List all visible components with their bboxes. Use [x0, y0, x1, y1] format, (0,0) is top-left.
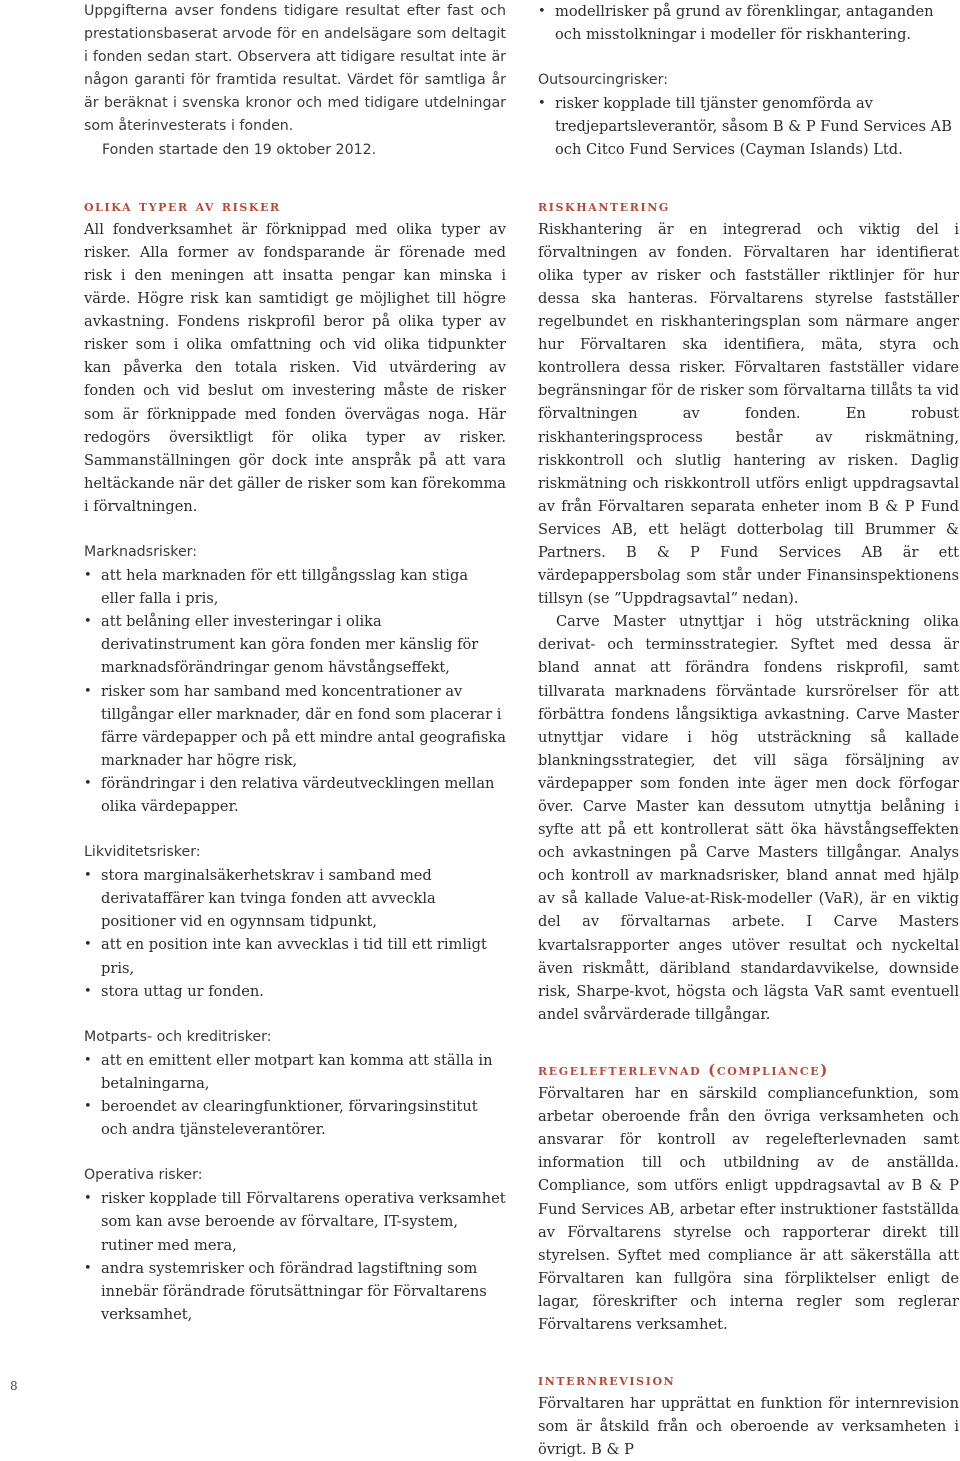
outsourcing-risk-label: Outsourcingrisker: — [538, 72, 669, 89]
operational-risk-list — [84, 1187, 506, 1326]
bullet-icon: • — [84, 1260, 92, 1276]
bullet-icon: • — [84, 568, 92, 584]
bullet-icon: • — [84, 937, 92, 953]
bullet-icon: • — [538, 4, 546, 19]
bullet-icon: • — [84, 868, 92, 884]
market-risk-label: Marknadsrisker: — [84, 543, 198, 560]
right-column — [538, 0, 959, 1461]
list-item: • att belåning eller investeringar i olika derivatinstrument kan göra fonden mer känslig för marknadsförändringar genom hävstångseffekt, — [84, 610, 506, 679]
bullet-icon: • — [84, 983, 92, 999]
bullet-icon: • — [84, 614, 92, 630]
left-column — [84, 0, 506, 1326]
fund-start-date: Fonden startade den 19 oktober 2012. — [102, 141, 377, 158]
list-item: • beroendet av clearingfunktioner, förvaringsinstitut och andra tjänsteleverantörer. — [84, 1095, 506, 1141]
list-item: • att en position inte kan avvecklas i tid till ett rimligt pris, — [84, 933, 506, 979]
market-risk-list — [84, 564, 506, 818]
list-item: • risker kopplade till Förvaltarens operativa verksamhet som kan avse beroende av förvaltare, IT-system, rutiner med mera, — [84, 1187, 506, 1256]
page-number: 8 — [10, 1379, 18, 1393]
risk-types-paragraph: All fondverksamhet är förknippad med olika typer av risker. Alla former av fondsparande är förenade med risk i den meningen att insatta pengar kan minska i värde. Högre risk kan samtidigt ge möjlighet till högre avkastning. Fondens riskprofil beror på olika typer av risker som i olika omfattning och vid olika tidpunkter kan påverka den totala risken. Vid utvärdering av fonden och vid beslut om investering måste de risker som är förknippade med fonden övervägas noga. Här redogörs översiktligt för olika typer av risker. Sammanställningen gör dock inte anspråk på att vara heltäckande när det gäller de risker som kan förekomma i förvaltningen. — [84, 220, 506, 515]
counterparty-risk-list — [84, 1049, 506, 1141]
bullet-icon: • — [538, 96, 546, 112]
risk-management-paragraph-2: Carve Master utnyttjar i hög utsträckning olika derivat- och terminsstrategier. Syftet med dessa är bland annat att förändra fondens riskprofil, samt tillvarata marknadens förväntade kursrörelser för att förbättra fondens långsiktiga avkastning. Carve Master utnyttjar vidare i hög utsträckning så kallade blankningsstrategier, det vill säga försäljning av värdepapper som fonden inte äger men dock förfogar över. Carve Master kan dessutom utnyttja belåning i syfte att på ett kontrollerat sätt öka hävstångseffekten och avkastningen på Carve Masters tillgångar. Analys och kontroll av marknadsrisker, bland annat med hjälp av så kallade Value-at-Risk-modeller (VaR), är en viktig del av förvaltarnas arbete. I Carve Masters kvartalsrapporter anges utöver resultat och nyckeltal även riskmått, däribland standardavvikelse, downside risk, Sharpe-kvot, högsta och lägsta VaR samt eventuell andel svårvärderade tillgångar. — [538, 613, 959, 1023]
bullet-icon: • — [84, 1099, 92, 1115]
intro-paragraph: Uppgifterna avser fondens tidigare resultat efter fast och prestationsbaserat arvode för en andelsägare som deltagit i fonden sedan start. Observera att tidigare resultat inte är någon garanti för framtida resultat. Värdet för samtliga år är beräknat i svenska kronor och med tidigare utdelningar som återinvesterats i fonden. — [84, 3, 506, 135]
internal-audit-paragraph: Förvaltaren har upprättat en funktion för internrevision som är åtskild från och oberoende av verksamheten i övrigt. B & P — [538, 1395, 959, 1459]
counterparty-risk-label: Motparts- och kreditrisker: — [84, 1028, 272, 1045]
list-item: • modellrisker på grund av förenklingar, antaganden och misstolkningar i modeller för riskhantering. — [538, 0, 959, 46]
liquidity-risk-label: Likviditetsrisker: — [84, 844, 201, 861]
bullet-icon: • — [84, 775, 92, 791]
list-item: • risker som har samband med koncentrationer av tillgångar eller marknader, där en fond som placerar i färre värdepapper och på ett mindre antal geografiska marknader har högre risk, — [84, 680, 506, 772]
operational-risk-label: Operativa risker: — [84, 1167, 203, 1184]
list-item: • stora marginalsäkerhetskrav i samband med derivataffärer kan tvinga fonden att avveckla positioner vid en ogynnsam tidpunkt, — [84, 864, 506, 933]
list-item: • andra systemrisker och förändrad lagstiftning som innebär förändrade förutsättningar för Förvaltarens verksamhet, — [84, 1257, 506, 1326]
list-item: • att hela marknaden för ett tillgångsslag kan stiga eller falla i pris, — [84, 564, 506, 610]
bullet-icon: • — [84, 1191, 92, 1207]
model-risk-list — [538, 0, 959, 46]
bullet-icon: • — [84, 683, 92, 699]
section-heading-risk-types: olika typer av risker — [84, 196, 281, 215]
outsourcing-risk-list — [538, 92, 959, 161]
section-heading-risk-management: riskhantering — [538, 196, 670, 215]
bullet-icon: • — [84, 1052, 92, 1068]
risk-management-paragraph-1: Riskhantering är en integrerad och viktig del i förvaltningen av fonden. Förvaltaren har identifierat olika typer av risker och fastställer riktlinjer för hur dessa ska hanteras. Förvaltarens styrelse fastställer regelbundet en riskhanteringsplan som närmare anger hur Förvaltaren ska identifiera, mäta, styra och kontrollera dessa risker. Förvaltaren fastställer vidare begränsningar för de risker som förvaltarna tillåts ta vid förvaltningen av fonden. En robust riskhanteringsprocess består av riskmätning, riskkontroll och slutlig hantering av risken. Daglig riskmätning och riskkontroll utförs enligt uppdragsavtal av från Förvaltaren separata enheter inom B & P Fund Services AB, ett helägt dotterbolag till Brummer & Partners. B & P Fund Services AB är ett värdepappersbolag som står under Finansinspektionens tillsyn (se ”Uppdragsavtal” nedan). — [538, 220, 959, 608]
list-item: • att en emittent eller motpart kan komma att ställa in betalningarna, — [84, 1049, 506, 1095]
list-item: • stora uttag ur fonden. — [84, 980, 506, 1003]
section-heading-internal-audit: internrevision — [538, 1371, 676, 1390]
compliance-paragraph: Förvaltaren har en särskild compliancefunktion, som arbetar oberoende från den övriga verksamheten och ansvarar för kontroll av regelefterlevnaden samt information till och utbildning av de anställda. Compliance, som utförs enligt uppdragsavtal av B & P Fund Services AB, arbetar efter instruktioner fastställda av Förvaltarens styrelse och rapporterar direkt till styrelsen. Syftet med compliance är att säkerställa att Förvaltaren kan fullgöra sina förpliktelser enligt de lagar, föreskrifter och interna regler som reglerar Förvaltarens verksamhet. — [538, 1085, 959, 1333]
liquidity-risk-list — [84, 864, 506, 1003]
section-heading-compliance: regelefterlevnad (compliance) — [538, 1060, 829, 1079]
list-item: • förändringar i den relativa värdeutvecklingen mellan olika värdepapper. — [84, 772, 506, 818]
list-item: • risker kopplade till tjänster genomförda av tredjepartsleverantör, såsom B & P Fund Services AB och Citco Fund Services (Cayman Islands) Ltd. — [538, 92, 959, 161]
